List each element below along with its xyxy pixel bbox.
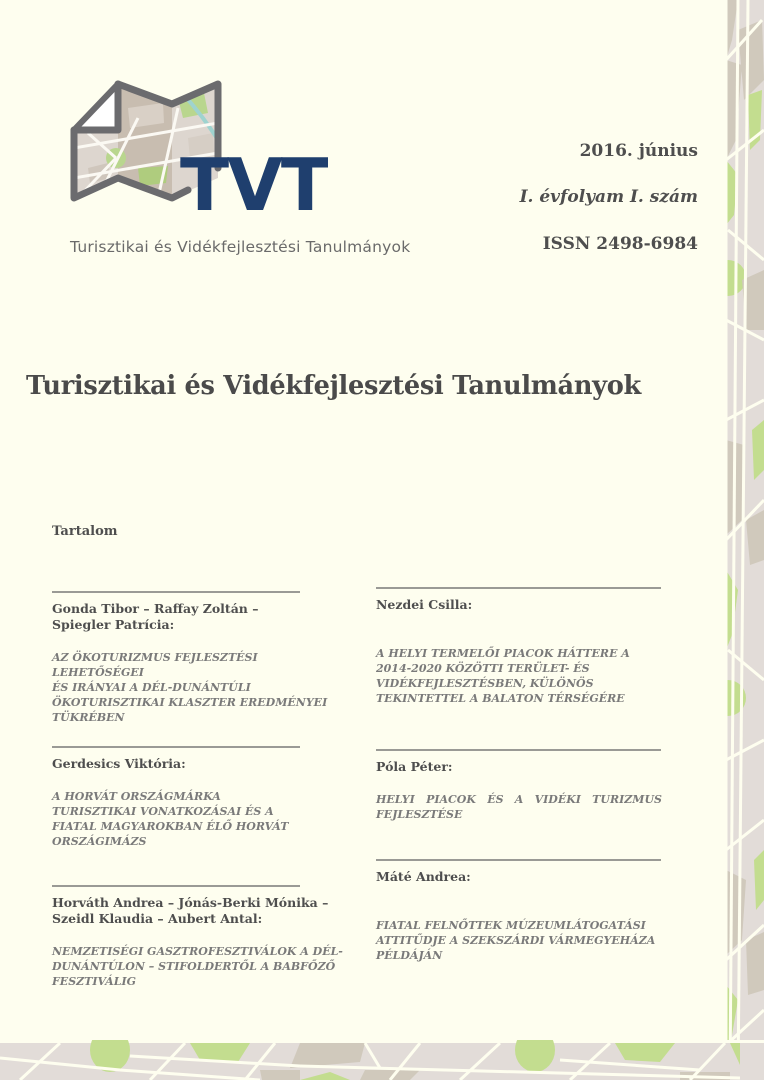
title-line: FIATAL FELNŐTTEK MÚZEUMLÁTOGATÁSI — [376, 919, 646, 932]
title-line: FEJLESZTÉSE — [376, 808, 463, 821]
title-line: FESZTIVÁLIG — [52, 975, 136, 988]
toc-entry[interactable] — [376, 587, 676, 706]
title-line: ÖKOTURISZTIKAI KLASZTER EREDMÉNYEI — [52, 696, 328, 709]
author-line: Szeidl Klaudia – Aubert Antal: — [52, 911, 263, 926]
entry-title — [52, 650, 352, 725]
entry-title — [376, 792, 662, 822]
title-line: FIATAL MAGYAROKBAN ÉLŐ HORVÁT — [52, 820, 289, 833]
divider — [376, 587, 661, 589]
entry-title — [376, 646, 676, 706]
title-line: HELYI PIACOK ÉS A VIDÉKI TURIZMUS — [376, 793, 662, 806]
issue-volume: I. évfolyam I. szám — [519, 187, 698, 207]
divider — [376, 749, 661, 751]
title-line: VIDÉKFEJLESZTÉSBEN, KÜLÖNÖS — [376, 677, 594, 690]
entry-author — [376, 759, 676, 775]
title-line: ORSZÁGIMÁZS — [52, 835, 147, 848]
title-line: A HORVÁT ORSZÁGMÁRKA — [52, 790, 221, 803]
entry-author — [52, 895, 352, 927]
toc-entry[interactable] — [52, 591, 352, 725]
divider — [52, 885, 300, 887]
divider — [376, 859, 661, 861]
issue-date: 2016. június — [579, 141, 698, 161]
title-line: TURISZTIKAI VONATKOZÁSAI ÉS A — [52, 805, 274, 818]
map-border-bottom-decoration — [0, 1040, 764, 1080]
title-line: TÜKRÉBEN — [52, 711, 125, 724]
entry-author — [52, 756, 352, 772]
entry-author — [376, 597, 676, 613]
title-line: TEKINTETTEL A BALATON TÉRSÉGÉRE — [376, 692, 625, 705]
author-line: Nezdei Csilla: — [376, 597, 473, 612]
divider — [52, 591, 300, 593]
author-line: Gonda Tibor – Raffay Zoltán – — [52, 601, 259, 616]
author-line: Horváth Andrea – Jónás-Berki Mónika – — [52, 895, 329, 910]
title-line: A HELYI TERMELŐI PIACOK HÁTTERE A — [376, 647, 630, 660]
map-border-right-decoration — [724, 0, 764, 1080]
toc-heading: Tartalom — [52, 524, 118, 539]
title-line: AZ ÖKOTURIZMUS FEJLESZTÉSI LEHETŐSÉGEI — [52, 651, 258, 679]
entry-title — [52, 789, 352, 849]
toc-entry[interactable] — [52, 885, 352, 989]
author-line: Póla Péter: — [376, 759, 453, 774]
title-line: NEMZETISÉGI GASZTROFESZTIVÁLOK A DÉL- — [52, 945, 343, 958]
title-line: ATTITŰDJE A SZEKSZÁRDI VÁRMEGYEHÁZA — [376, 934, 656, 947]
title-line: 2014-2020 KÖZÖTTI TERÜLET- ÉS — [376, 662, 590, 675]
author-line: Spiegler Patrícia: — [52, 617, 175, 632]
logo-subtitle: Turisztikai és Vidékfejlesztési Tanulmányok — [70, 238, 411, 256]
logo-acronym: TVT — [180, 143, 328, 220]
divider — [52, 746, 300, 748]
entry-author — [376, 869, 676, 885]
author-line: Gerdesics Viktória: — [52, 756, 186, 771]
entry-title — [52, 944, 352, 989]
toc-entry[interactable] — [52, 746, 352, 849]
toc-entry[interactable] — [376, 749, 676, 822]
title-line: DUNÁNTÚLON – STIFOLDERTŐL A BABFŐZŐ — [52, 960, 336, 973]
title-line: PÉLDÁJÁN — [376, 949, 443, 962]
entry-author — [52, 601, 352, 633]
author-line: Máté Andrea: — [376, 869, 471, 884]
journal-title: Turisztikai és Vidékfejlesztési Tanulmányok — [26, 371, 642, 401]
entry-title — [376, 918, 676, 963]
issn: ISSN 2498-6984 — [542, 234, 698, 254]
title-line: ÉS IRÁNYAI A DÉL-DUNÁNTÚLI — [52, 681, 251, 694]
toc-entry[interactable] — [376, 859, 676, 963]
tvt-logo — [68, 78, 328, 220]
